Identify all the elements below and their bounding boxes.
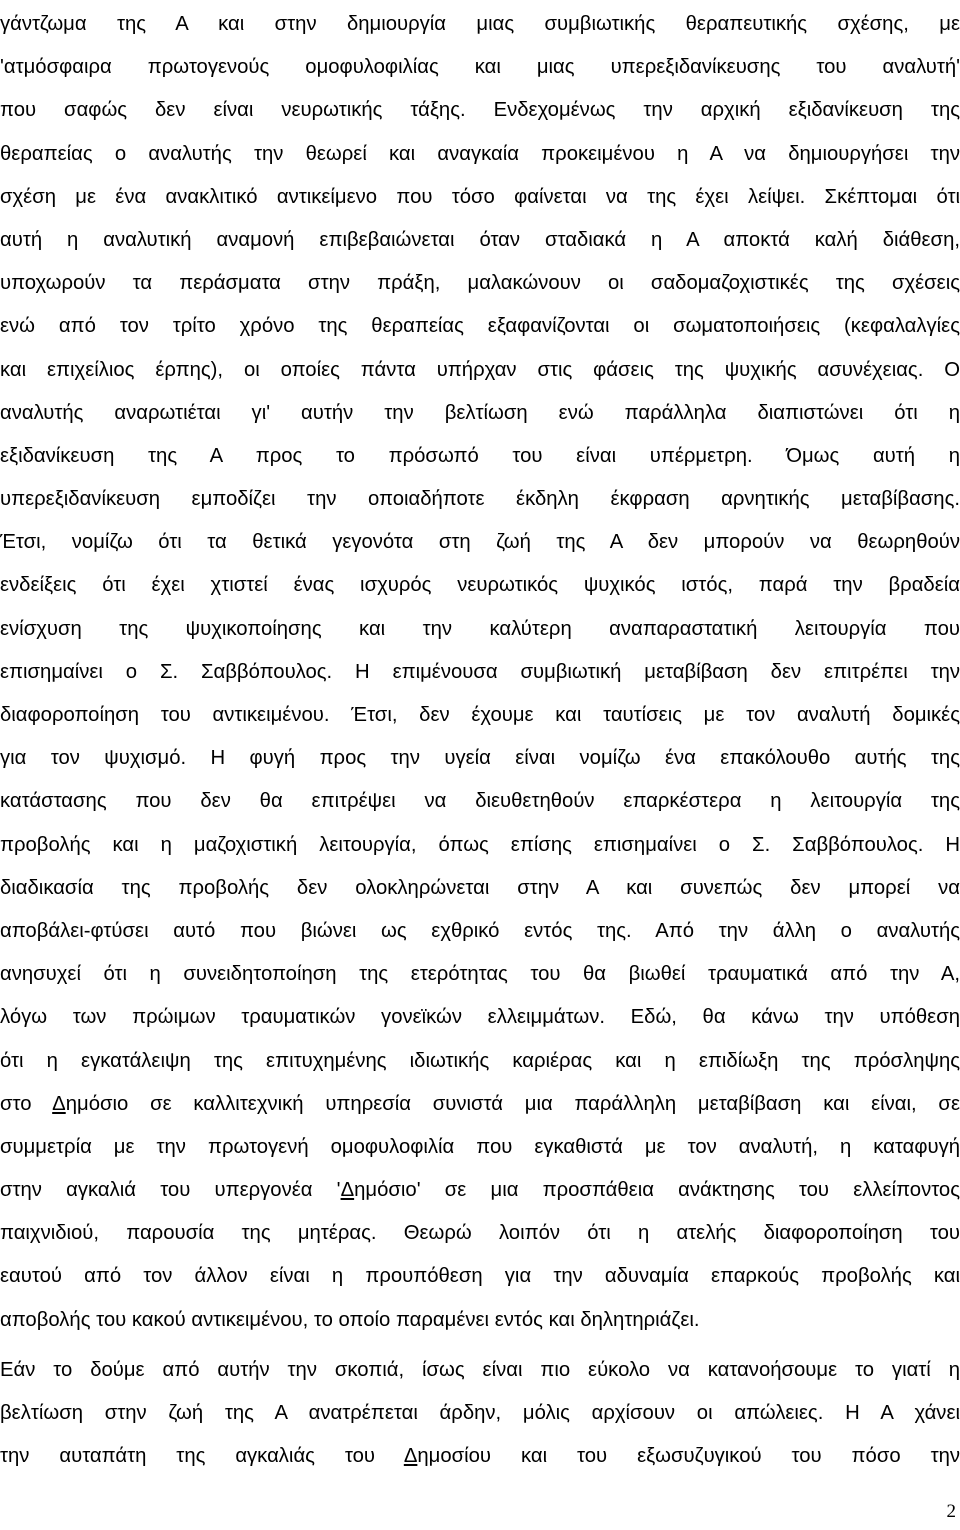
text-line: σχέση με ένα ανακλιτικό αντικείμενο που τόσο φαίνεται να της έχει λείψει. Σκέπτομαι ότι bbox=[0, 185, 960, 208]
text-line: Έτσι, νομίζω ότι τα θετικά γεγονότα στη ζωή της Α δεν μπορούν να θεωρηθούν bbox=[0, 531, 960, 554]
text-line: στο Δημόσιο σε καλλιτεχνική υπηρεσία συνιστά μια παράλληλη μεταβίβαση και είναι, σε bbox=[0, 1092, 960, 1115]
text-line: που σαφώς δεν είναι νευρωτικής τάξης. Ενδεχομένως την αρχική εξιδανίκευση της bbox=[0, 99, 960, 122]
text-line: την αυταπάτη της αγκαλιάς του Δημοσίου και του εξωσυζυγικού του πόσο την bbox=[0, 1445, 960, 1468]
text-line: ενώ από τον τρίτο χρόνο της θεραπείας εξαφανίζονται οι σωματοποιήσεις (κεφαλαλγίες bbox=[0, 315, 960, 338]
text-line: θεραπείας ο αναλυτής την θεωρεί και αναγκαία προκειμένου η Α να δημιουργήσει την bbox=[0, 142, 960, 165]
text-line: αποβολής του κακού αντικειμένου, το οποίο παραμένει εντός και δηλητηριάζει. bbox=[0, 1308, 700, 1331]
text-line: ενίσχυση της ψυχικοποίησης και την καλύτερη αναπαραστατική λειτουργία που bbox=[0, 617, 960, 640]
text-line: συμμετρία με την πρωτογενή ομοφυλοφιλία που εγκαθιστά με τον αναλυτή, η καταφυγή bbox=[0, 1135, 960, 1158]
text-line: στην αγκαλιά του υπεργονέα 'Δημόσιο' σε μια προσπάθεια ανάκτησης του ελλείποντος bbox=[0, 1179, 960, 1202]
text-line: κατάστασης που δεν θα επιτρέψει να διευθετηθούν επαρκέστερα η λειτουργία της bbox=[0, 790, 960, 813]
text-line: λόγω των πρώιμων τραυματικών γονεϊκών ελλειμμάτων. Εδώ, θα κάνω την υπόθεση bbox=[0, 1006, 960, 1029]
text-line: βελτίωση στην ζωή της Α ανατρέπεται άρδην, μόλις αρχίσουν οι απώλειες. Η Α χάνει bbox=[0, 1402, 960, 1425]
body-paragraph-2 bbox=[0, 1346, 960, 1476]
text-line: αποβάλει-φτύσει αυτό που βιώνει ως εχθρικό εντός της. Από την άλλη ο αναλυτής bbox=[0, 919, 960, 942]
text-line: υπερεξιδανίκευση εμποδίζει την οποιαδήποτε έκδηλη έκφραση αρνητικής μεταβίβασης. bbox=[0, 488, 960, 511]
text-line: αυτή η αναλυτική αναμονή επιβεβαιώνεται όταν σταδιακά η Α αποκτά καλή διάθεση, bbox=[0, 228, 960, 251]
text-line: ενδείξεις ότι έχει χτιστεί ένας ισχυρός νευρωτικός ψυχικός ιστός, παρά την βραδεία bbox=[0, 574, 960, 597]
text-line: και επιχείλιος έρπης), οι οποίες πάντα υπήρχαν στις φάσεις της ψυχικής ασυνέχειας. Ο bbox=[0, 358, 960, 381]
text-line: για τον ψυχισμό. Η φυγή προς την υγεία είναι νομίζω ένα επακόλουθο αυτής της bbox=[0, 747, 960, 770]
text-line: Εάν το δούμε από αυτήν την σκοπιά, ίσως είναι πιο εύκολο να κατανοήσουμε το γιατί η bbox=[0, 1359, 960, 1381]
text-line: υποχωρούν τα περάσματα στην πράξη, μαλακώνουν οι σαδομαζοχιστικές της σχέσεις bbox=[0, 272, 960, 295]
text-line: παιχνιδιού, παρουσία της μητέρας. Θεωρώ λοιπόν ότι η ατελής διαφοροποίηση του bbox=[0, 1222, 960, 1245]
text-line: αναλυτής αναρωτιέται γι' αυτήν την βελτίωση ενώ παράλληλα διαπιστώνει ότι η bbox=[0, 401, 960, 424]
text-line: διαδικασία της προβολής δεν ολοκληρώνεται στην Α και συνεπώς δεν μπορεί να bbox=[0, 876, 960, 899]
text-line: γάντζωμα της Α και στην δημιουργία μιας συμβιωτικής θεραπευτικής σχέσης, με bbox=[0, 13, 960, 35]
text-line: επισημαίνει ο Σ. Σαββόπουλος. Η επιμένουσα συμβιωτική μεταβίβαση δεν επιτρέπει την bbox=[0, 660, 960, 683]
text-line: εξιδανίκευση της Α προς το πρόσωπό του είναι υπέρμετρη. Όμως αυτή η bbox=[0, 444, 960, 467]
text-line: διαφοροποίηση του αντικειμένου. Έτσι, δεν έχουμε και ταυτίσεις με τον αναλυτή δομικές bbox=[0, 704, 960, 726]
text-line: ότι η εγκατάλειψη της επιτυχημένης ιδιωτικής καριέρας και η επιδίωξη της πρόσληψης bbox=[0, 1049, 960, 1072]
text-line: ανησυχεί ότι η συνειδητοποίηση της ετερότητας του θα βιωθεί τραυματικά από την Α, bbox=[0, 963, 960, 986]
text-line: εαυτού από τον άλλον είναι η προυπόθεση για την αδυναμία επαρκούς προβολής και bbox=[0, 1265, 960, 1288]
text-line: προβολής και η μαζοχιστική λειτουργία, όπως επίσης επισημαίνει ο Σ. Σαββόπουλος. Η bbox=[0, 833, 960, 856]
page-number: 2 bbox=[946, 1501, 956, 1522]
text-line: 'ατμόσφαιρα πρωτογενούς ομοφυλοφιλίας και μιας υπερεξιδανίκευσης του αναλυτή' bbox=[0, 56, 960, 79]
